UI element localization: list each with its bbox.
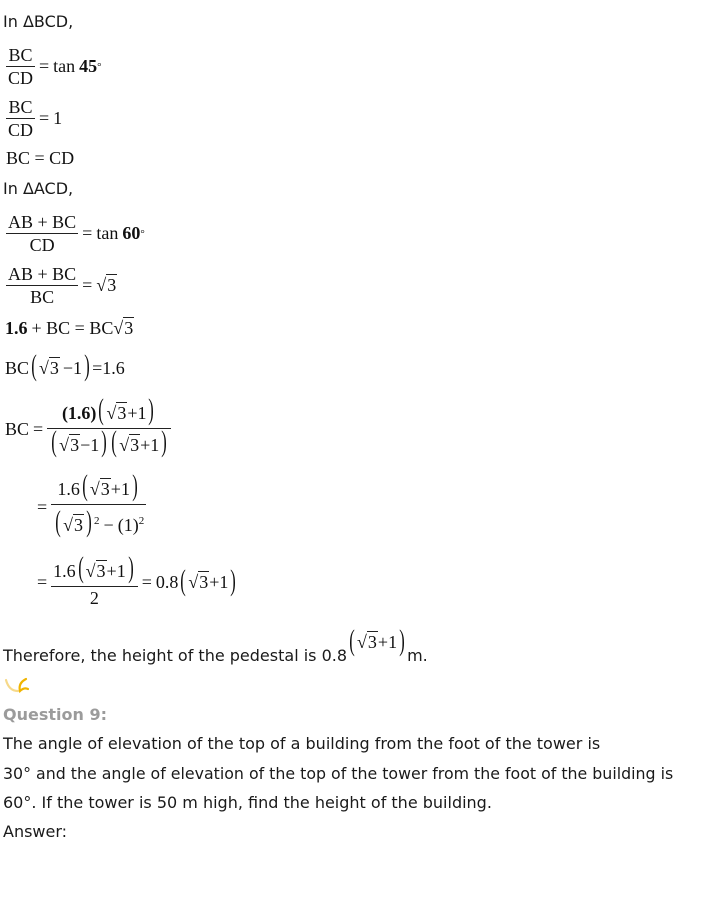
- radicand: 3: [70, 435, 80, 455]
- conclusion-line: [3, 623, 428, 665]
- equals-sign: =: [141, 572, 152, 592]
- radicand: 3: [117, 403, 127, 423]
- plus-one: +1: [106, 561, 126, 581]
- tan-function: tan: [53, 56, 76, 76]
- sqrt-three: √3: [39, 357, 59, 378]
- equation-bc-rationalize: [5, 393, 171, 461]
- answer-label: Answer:: [3, 822, 68, 841]
- equals-sign: =: [82, 275, 93, 295]
- left-paren: (: [51, 425, 57, 458]
- right-paren: ): [161, 425, 168, 458]
- minus-one: −1: [62, 357, 83, 378]
- equals-sign: =: [39, 108, 50, 128]
- left-paren: (: [180, 563, 187, 597]
- equation-bc-root3-minus1: [5, 349, 125, 382]
- numerator: BC: [6, 44, 35, 67]
- sqrt-three: √3: [89, 479, 110, 499]
- equals-1-6: =1.6: [92, 357, 125, 378]
- sqrt-three: √3: [113, 318, 134, 338]
- value-1-6: 1.6: [57, 479, 80, 499]
- fraction: [47, 393, 171, 461]
- equation-bc-cd-one: [6, 96, 62, 141]
- plus-one: +1: [209, 572, 229, 592]
- question-label: Question 9:: [3, 705, 107, 724]
- sqrt-three: √3: [85, 561, 106, 581]
- plus-bc-equals-bc: + BC = BC: [31, 318, 114, 338]
- numerator: [51, 469, 146, 505]
- sqrt-three: √3: [96, 275, 117, 295]
- intro-bcd: In ΔBCD,: [3, 12, 74, 31]
- right-paren: ): [127, 551, 134, 584]
- plus-one: +1: [127, 403, 147, 423]
- equation-ab-bc-bc-root3: [6, 263, 117, 308]
- exponent-two: 2: [94, 515, 100, 527]
- left-paren: (: [82, 469, 88, 502]
- value-1-6: 1.6: [53, 561, 76, 581]
- crescent-icon: [4, 677, 30, 695]
- left-paren: (: [111, 425, 117, 458]
- conclusion-unit: m.: [407, 646, 428, 665]
- exponent-two: 2: [138, 515, 145, 527]
- value-0-8: 0.8: [155, 572, 179, 592]
- left-paren: (: [98, 393, 105, 426]
- plus-one: +1: [377, 632, 398, 652]
- conclusion-text: Therefore, the height of the pedestal is 0.8: [3, 646, 348, 665]
- equals-sign: =: [37, 497, 48, 517]
- numerator: [47, 393, 171, 429]
- numerator: AB + BC: [8, 264, 77, 284]
- sqrt-three: √3: [59, 435, 80, 455]
- radicand: 3: [74, 515, 84, 535]
- radicand: 3: [124, 318, 134, 338]
- plus-one: +1: [110, 479, 130, 499]
- tan-function: tan: [96, 223, 119, 243]
- minus-sign: −: [103, 515, 114, 535]
- left-paren: (: [55, 505, 61, 538]
- equals-sign: =: [39, 56, 50, 76]
- equals-sign: =: [33, 419, 44, 439]
- radicand: 3: [107, 275, 117, 295]
- value-1-6-paren: (1.6): [61, 403, 97, 423]
- bc-label: BC: [5, 357, 30, 378]
- fraction: [6, 263, 78, 308]
- equation-ab-bc-cd-tan60: [6, 211, 145, 256]
- value-1-6: 1.6: [5, 318, 28, 338]
- degree-symbol: °: [97, 60, 102, 73]
- fraction: [6, 96, 35, 141]
- sqrt-three: √3: [119, 435, 140, 455]
- minus-one: −1: [80, 435, 100, 455]
- equation-final-simplify: [33, 551, 238, 609]
- fraction: [51, 551, 138, 609]
- denominator: CD: [29, 235, 55, 255]
- numerator: BC: [6, 96, 35, 119]
- right-paren: ): [148, 393, 155, 426]
- left-paren: (: [77, 551, 84, 584]
- angle-45: 45: [79, 56, 98, 76]
- equals-sign: =: [82, 223, 93, 243]
- question-text-line-1: The angle of elevation of the top of a building from the foot of the tower is: [3, 734, 601, 753]
- denominator: [47, 425, 171, 461]
- denominator: 2: [89, 588, 99, 608]
- bc-label: BC: [5, 419, 30, 439]
- conclusion-expression: [347, 623, 407, 657]
- intro-acd: In ΔACD,: [3, 179, 74, 198]
- left-paren: (: [349, 623, 355, 657]
- degree-symbol: °: [140, 227, 145, 240]
- question-text-line-2: 30° and the angle of elevation of the top of the tower from the foot of the building is: [3, 764, 674, 783]
- radicand: 3: [49, 357, 59, 378]
- numerator: AB + BC: [8, 212, 77, 232]
- denominator: [51, 505, 146, 541]
- radicand: 3: [100, 479, 110, 499]
- equation-bc-cd-tan45: [6, 44, 102, 89]
- sqrt-three: √3: [106, 403, 127, 423]
- denominator: CD: [8, 68, 34, 88]
- right-paren: ): [101, 425, 107, 458]
- sqrt-three: √3: [357, 632, 377, 652]
- equation-1-6-plus-bc: [5, 318, 134, 339]
- angle-60: 60: [122, 223, 141, 243]
- radicand: 3: [96, 561, 106, 581]
- paren-one: (1): [117, 515, 139, 535]
- radicand: 3: [199, 572, 209, 592]
- denominator: CD: [8, 120, 34, 140]
- value-one: 1: [53, 108, 63, 128]
- numerator: [51, 551, 138, 587]
- radicand: 3: [367, 632, 377, 652]
- crescent-icon-svg: [4, 677, 30, 695]
- right-paren: ): [86, 505, 92, 538]
- left-paren: (: [31, 349, 37, 382]
- fraction: [51, 469, 146, 541]
- sqrt-three: √3: [63, 515, 84, 535]
- denominator: BC: [30, 287, 55, 307]
- plus-one: +1: [140, 435, 160, 455]
- equation-difference-of-squares: [33, 469, 146, 541]
- fraction: [6, 44, 35, 89]
- right-paren: ): [230, 563, 237, 597]
- question-text-line-3: 60°. If the tower is 50 m high, find the height of the building.: [3, 793, 492, 812]
- equation-bc-equals-cd: BC = CD: [6, 148, 75, 168]
- sqrt-three: √3: [188, 572, 209, 592]
- right-paren: ): [132, 469, 138, 502]
- fraction: [6, 211, 78, 256]
- radicand: 3: [130, 435, 140, 455]
- equals-sign: =: [37, 572, 48, 592]
- right-paren: ): [399, 623, 405, 657]
- right-paren: ): [84, 349, 90, 382]
